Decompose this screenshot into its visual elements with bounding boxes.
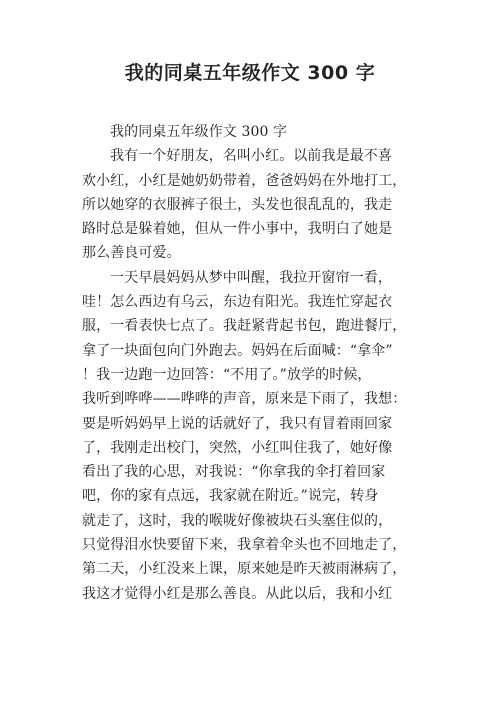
paragraph-line: 就走了，这时，我的喉咙好像被块石头塞住似的， bbox=[82, 512, 393, 529]
paragraph-line: 吧，你的家有点远，我家就在附近。”说完，转身 bbox=[82, 488, 379, 505]
paragraph-line: 我有一个好朋友，名叫小红。以前我是最不喜 bbox=[110, 148, 392, 165]
paragraph-line: ！我一边跑一边回答：“不用了。”放学的时候， bbox=[82, 366, 372, 383]
paragraph-line: 只觉得泪水快要留下来，我拿着伞头也不回地走了， bbox=[82, 537, 407, 554]
paragraph-line: 哇！怎么西边有乌云，东边有阳光。我连忙穿起衣 bbox=[82, 294, 393, 311]
document-body bbox=[82, 120, 422, 606]
subtitle-line: 我的同桌五年级作文 300 字 bbox=[110, 124, 288, 140]
document-title: 我的同桌五年级作文 300 字 bbox=[124, 62, 376, 84]
paragraph-line: 看出了我的心思，对我说：“你拿我的伞打着回家 bbox=[82, 464, 386, 481]
paragraph-line: 路时总是躲着她，但从一件小事中，我明白了她是 bbox=[82, 221, 393, 238]
paragraph-line: 要是听妈妈早上说的话就好了，我只有冒着雨回家 bbox=[82, 415, 393, 432]
paragraph-line: 服，一看表快七点了。我赶紧背起书包，跑进餐厅， bbox=[82, 318, 407, 335]
paragraph-line: 了，我刚走出校门，突然，小红叫住我了，她好像 bbox=[82, 439, 393, 456]
paragraph-line: 我这才觉得小红是那么善良。从此以后，我和小红 bbox=[82, 585, 393, 602]
paragraph-line: 欢小红，小红是她奶奶带着，爸爸妈妈在外地打工， bbox=[82, 172, 407, 189]
paragraph-line: 第二天，小红没来上课，原来她是昨天被雨淋病了， bbox=[82, 561, 407, 578]
paragraph-line: 拿了一块面包向门外跑去。妈妈在后面喊：“拿伞” bbox=[82, 342, 393, 359]
paragraph-line: 一天早晨妈妈从梦中叫醒，我拉开窗帘一看， bbox=[110, 269, 392, 286]
paragraph-line: 所以她穿的衣服裤子很土，头发也很乱乱的，我走 bbox=[82, 196, 393, 213]
paragraph-line: 那么善良可爱。 bbox=[82, 245, 181, 262]
paragraph-line: 我听到哗哗——哗哗的声音，原来是下雨了，我想： bbox=[82, 391, 407, 408]
